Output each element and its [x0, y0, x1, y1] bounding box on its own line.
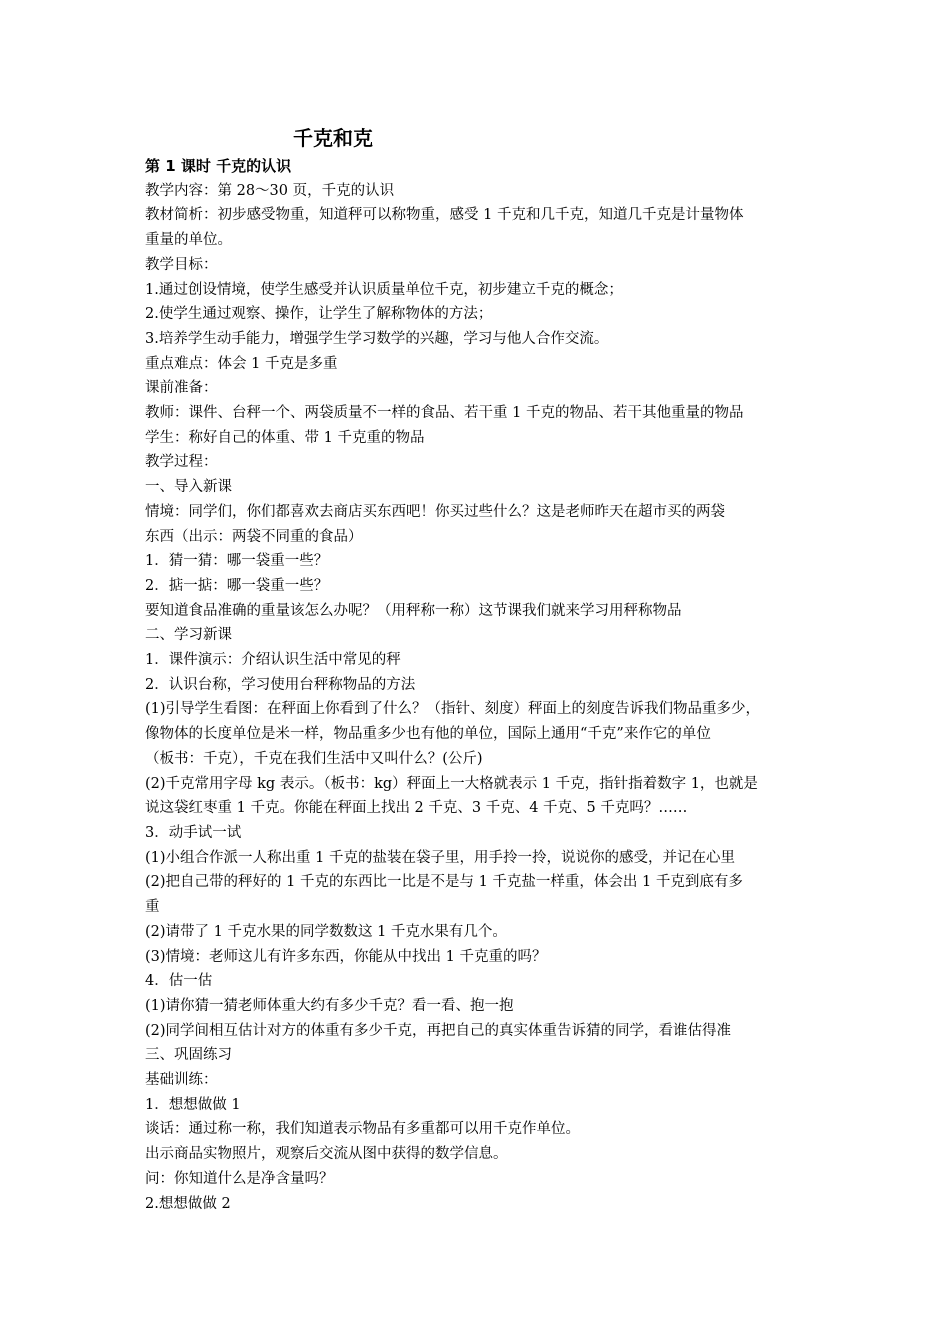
document-line: (2)把自己带的秤好的 1 千克的东西比一比是不是与 1 千克盐一样重，体会出 1 千克到底有多	[145, 874, 743, 891]
document-page	[145, 122, 815, 1216]
document-line: 谈话：通过称一称，我们知道表示物品有多重都可以用千克作单位。	[145, 1121, 580, 1138]
document-line: 2.想想做做 2	[145, 1195, 231, 1212]
document-line: 一、导入新课	[145, 479, 232, 496]
document-line: 教学过程：	[145, 454, 218, 471]
document-line: (2)请带了 1 千克水果的同学数数这 1 千克水果有几个。	[145, 923, 507, 940]
document-line: 说这袋红枣重 1 千克。你能在秤面上找出 2 千克、3 千克、4 千克、5 千克吗？……	[145, 800, 688, 817]
document-line: 重	[145, 899, 160, 916]
document-line: 4．估一估	[145, 973, 213, 990]
document-body	[145, 179, 815, 1217]
document-line: 重点难点：体会 1 千克是多重	[145, 355, 338, 372]
document-line: (2)千克常用字母 kg 表示。（板书：kg）秤面上一大格就表示 1 千克，指针指着数字 1，也就是	[145, 775, 758, 792]
document-line: 2.使学生通过观察、操作，让学生了解称物体的方法；	[145, 306, 493, 323]
document-line: 3.培养学生动手能力，增强学生学习数学的兴趣，学习与他人合作交流。	[145, 330, 609, 347]
document-line: 教学内容：第 28～30 页，千克的认识	[145, 182, 395, 199]
document-line: 1．猜一猜：哪一袋重一些？	[145, 553, 329, 570]
document-line: 二、学习新课	[145, 627, 232, 644]
document-line: (1)小组合作派一人称出重 1 千克的盐装在袋子里，用手拎一拎，说说你的感受，并记在心里	[145, 849, 735, 866]
document-line: (3)情境：老师这儿有许多东西，你能从中找出 1 千克重的吗？	[145, 948, 547, 965]
document-line: 2．掂一掂：哪一袋重一些？	[145, 577, 329, 594]
document-line: (1)请你猜一猜老师体重大约有多少千克？看一看、抱一抱	[145, 997, 514, 1014]
document-line: 1．想想做做 1	[145, 1096, 241, 1113]
document-line: 教学目标：	[145, 256, 218, 273]
document-line: 像物体的长度单位是米一样，物品重多少也有他的单位，国际上通用“千克”来作它的单位	[145, 726, 711, 743]
document-line: 1．课件演示：介绍认识生活中常见的秤	[145, 652, 401, 669]
lesson-title: 第 1 课时 千克的认识	[145, 157, 292, 175]
document-line: 基础训练：	[145, 1072, 218, 1089]
document-line: 2．认识台称，学习使用台秤称物品的方法	[145, 676, 416, 693]
document-line: 1.通过创设情境，使学生感受并认识质量单位千克，初步建立千克的概念；	[145, 281, 623, 298]
document-line: 课前准备：	[145, 380, 218, 397]
document-line: 东西（出示：两袋不同重的食品）	[145, 528, 363, 545]
document-title: 千克和克	[293, 126, 373, 150]
document-line: 重量的单位。	[145, 232, 232, 249]
document-line: 问：你知道什么是净含量吗？	[145, 1170, 334, 1187]
document-line: （板书：千克），千克在我们生活中又叫什么？(公斤)	[145, 750, 483, 767]
document-line: (2)同学间相互估计对方的体重有多少千克，再把自己的真实体重告诉猜的同学，看谁估得准	[145, 1022, 732, 1039]
document-line: 情境：同学们，你们都喜欢去商店买东西吧！你买过些什么？这是老师昨天在超市买的两袋	[145, 503, 725, 520]
document-line: 教材简析：初步感受物重，知道秤可以称物重，感受 1 千克和几千克，知道几千克是计量物体	[145, 207, 744, 224]
document-line: 学生：称好自己的体重、带 1 千克重的物品	[145, 429, 425, 446]
document-line: 要知道食品准确的重量该怎么办呢？（用秤称一称）这节课我们就来学习用秤称物品	[145, 602, 682, 619]
document-line: 3．动手试一试	[145, 824, 242, 841]
document-line: 三、巩固练习	[145, 1047, 232, 1064]
document-line: 教师：课件、台秤一个、两袋质量不一样的食品、若干重 1 千克的物品、若干其他重量的物品	[145, 405, 744, 422]
document-line: (1)引导学生看图：在秤面上你看到了什么？（指针、刻度）秤面上的刻度告诉我们物品重多少，	[145, 701, 761, 718]
document-line: 出示商品实物照片，观察后交流从图中获得的数学信息。	[145, 1146, 508, 1163]
